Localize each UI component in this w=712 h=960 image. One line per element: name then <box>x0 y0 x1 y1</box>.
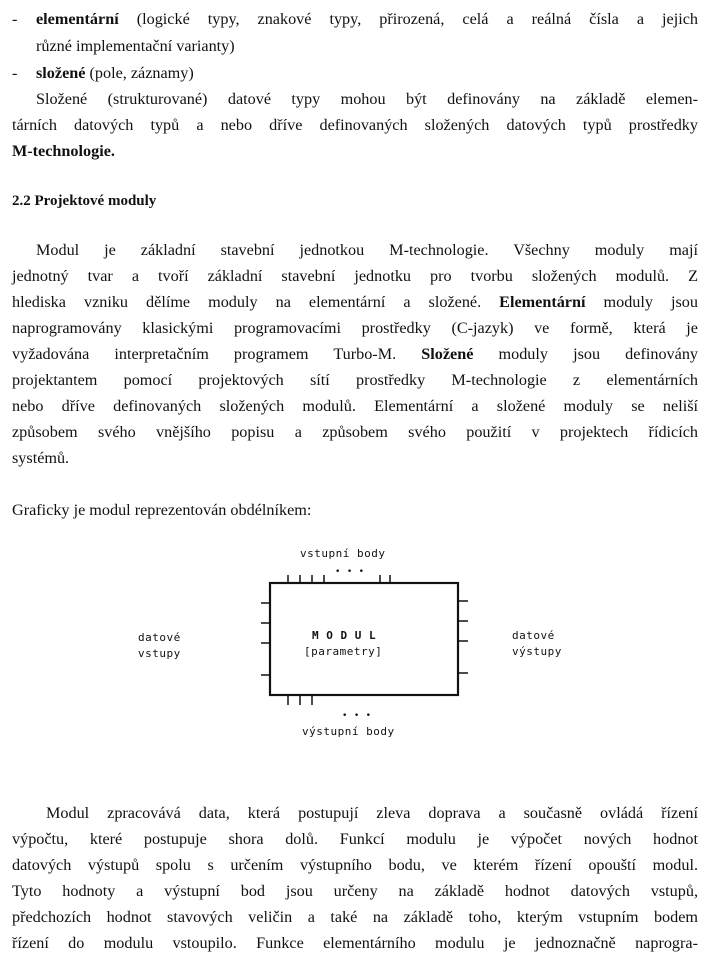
text-run: moduly jsou definovány <box>473 345 699 363</box>
box-title: M O D U L <box>312 629 377 642</box>
term-elementarni: elementární <box>36 10 119 28</box>
list-item-text <box>36 60 194 86</box>
paragraph-line: datových výstupů spolu s určením výstupního bodu, ve kterém řízení opouští modul. <box>12 856 698 874</box>
right-label-2: výstupy <box>512 645 562 658</box>
term-slozene: Složené <box>421 345 474 363</box>
text-run: moduly jsou <box>585 293 698 311</box>
bottom-label: výstupní body <box>302 725 395 738</box>
list-item <box>12 6 17 32</box>
paragraph-line: nebo dříve definovaných složených modulů. Elementární a složené moduly se neliší <box>12 397 698 415</box>
paragraph-line: způsobem svého vnějšího popisu a způsobem svého použití v projektech řídicích <box>12 423 698 441</box>
term-slozene: složené <box>36 64 86 82</box>
term-description: (logické typy, znakové typy, přirozená, celá a reálná čísla a jejich <box>118 10 698 28</box>
paragraph-line: M-technologie. <box>12 142 115 160</box>
paragraph-line: řízení do modulu vstoupilo. Funkce elementárního modulu je jednoznačně naprogra- <box>12 934 698 952</box>
left-label-1: datové <box>138 631 181 644</box>
paragraph-line: tárních datových typů a nebo dříve definovaných složených datových typů prostředky <box>12 116 698 134</box>
paragraph-line: Graficky je modul reprezentován obdélníkem: <box>12 501 312 519</box>
box-subtitle: [parametry] <box>304 645 383 658</box>
term-elementarni: Elementární <box>499 293 586 311</box>
section-heading: 2.2 Projektové moduly <box>12 193 157 209</box>
paragraph-line: Modul je základní stavební jednotkou M-technologie. Všechny moduly mají <box>36 241 698 259</box>
paragraph-line: výpočtu, které postupuje shora dolů. Funkcí modulu je výpočet nových hodnot <box>12 830 698 848</box>
paragraph-line: Modul zpracovává data, která postupují zleva doprava a současně ovládá řízení <box>46 804 698 822</box>
list-bullet: - <box>12 10 18 28</box>
paragraph-line: Složené (strukturované) datové typy mohou být definovány na základě elemen- <box>36 90 698 108</box>
top-label: vstupní body <box>300 547 386 560</box>
bottom-ticks <box>288 695 312 705</box>
left-label-2: vstupy <box>138 647 181 660</box>
paragraph-line: systémů. <box>12 449 70 467</box>
list-item-text <box>36 6 698 32</box>
right-label-1: datové <box>512 629 555 642</box>
left-ticks <box>261 603 270 675</box>
term-description-continued: různé implementační varianty) <box>36 37 235 55</box>
list-item <box>12 60 17 86</box>
module-diagram <box>130 545 562 745</box>
paragraph-line: Tyto hodnoty a výstupní bod jsou určeny na základě hodnot datových vstupů, <box>12 882 698 900</box>
right-ticks <box>458 601 468 673</box>
paragraph-line: naprogramovány klasickými programovacími prostředky (C-jazyk) ve formě, která je <box>12 319 698 337</box>
text-run: hlediska vzniku dělíme moduly na elementární a složené. <box>12 293 482 311</box>
text-run: vyžadována interpretačním programem Turbo-M. <box>12 345 397 363</box>
term-description: (pole, záznamy) <box>85 64 194 82</box>
paragraph-line <box>12 289 698 315</box>
paragraph-line: projektantem pomocí projektových sítí prostředky M-technologie z elementárních <box>12 371 698 389</box>
bottom-dots: • • • <box>342 711 372 721</box>
paragraph-line <box>12 341 698 367</box>
paragraph-line: předchozích hodnot stavových veličin a také na základě toho, kterým vstupním bodem <box>12 908 698 926</box>
paragraph-line: jednotný tvar a tvoří základní stavební jednotku pro tvorbu složených modulů. Z <box>12 267 698 285</box>
list-bullet: - <box>12 64 18 82</box>
top-dots: • • • <box>335 567 365 577</box>
